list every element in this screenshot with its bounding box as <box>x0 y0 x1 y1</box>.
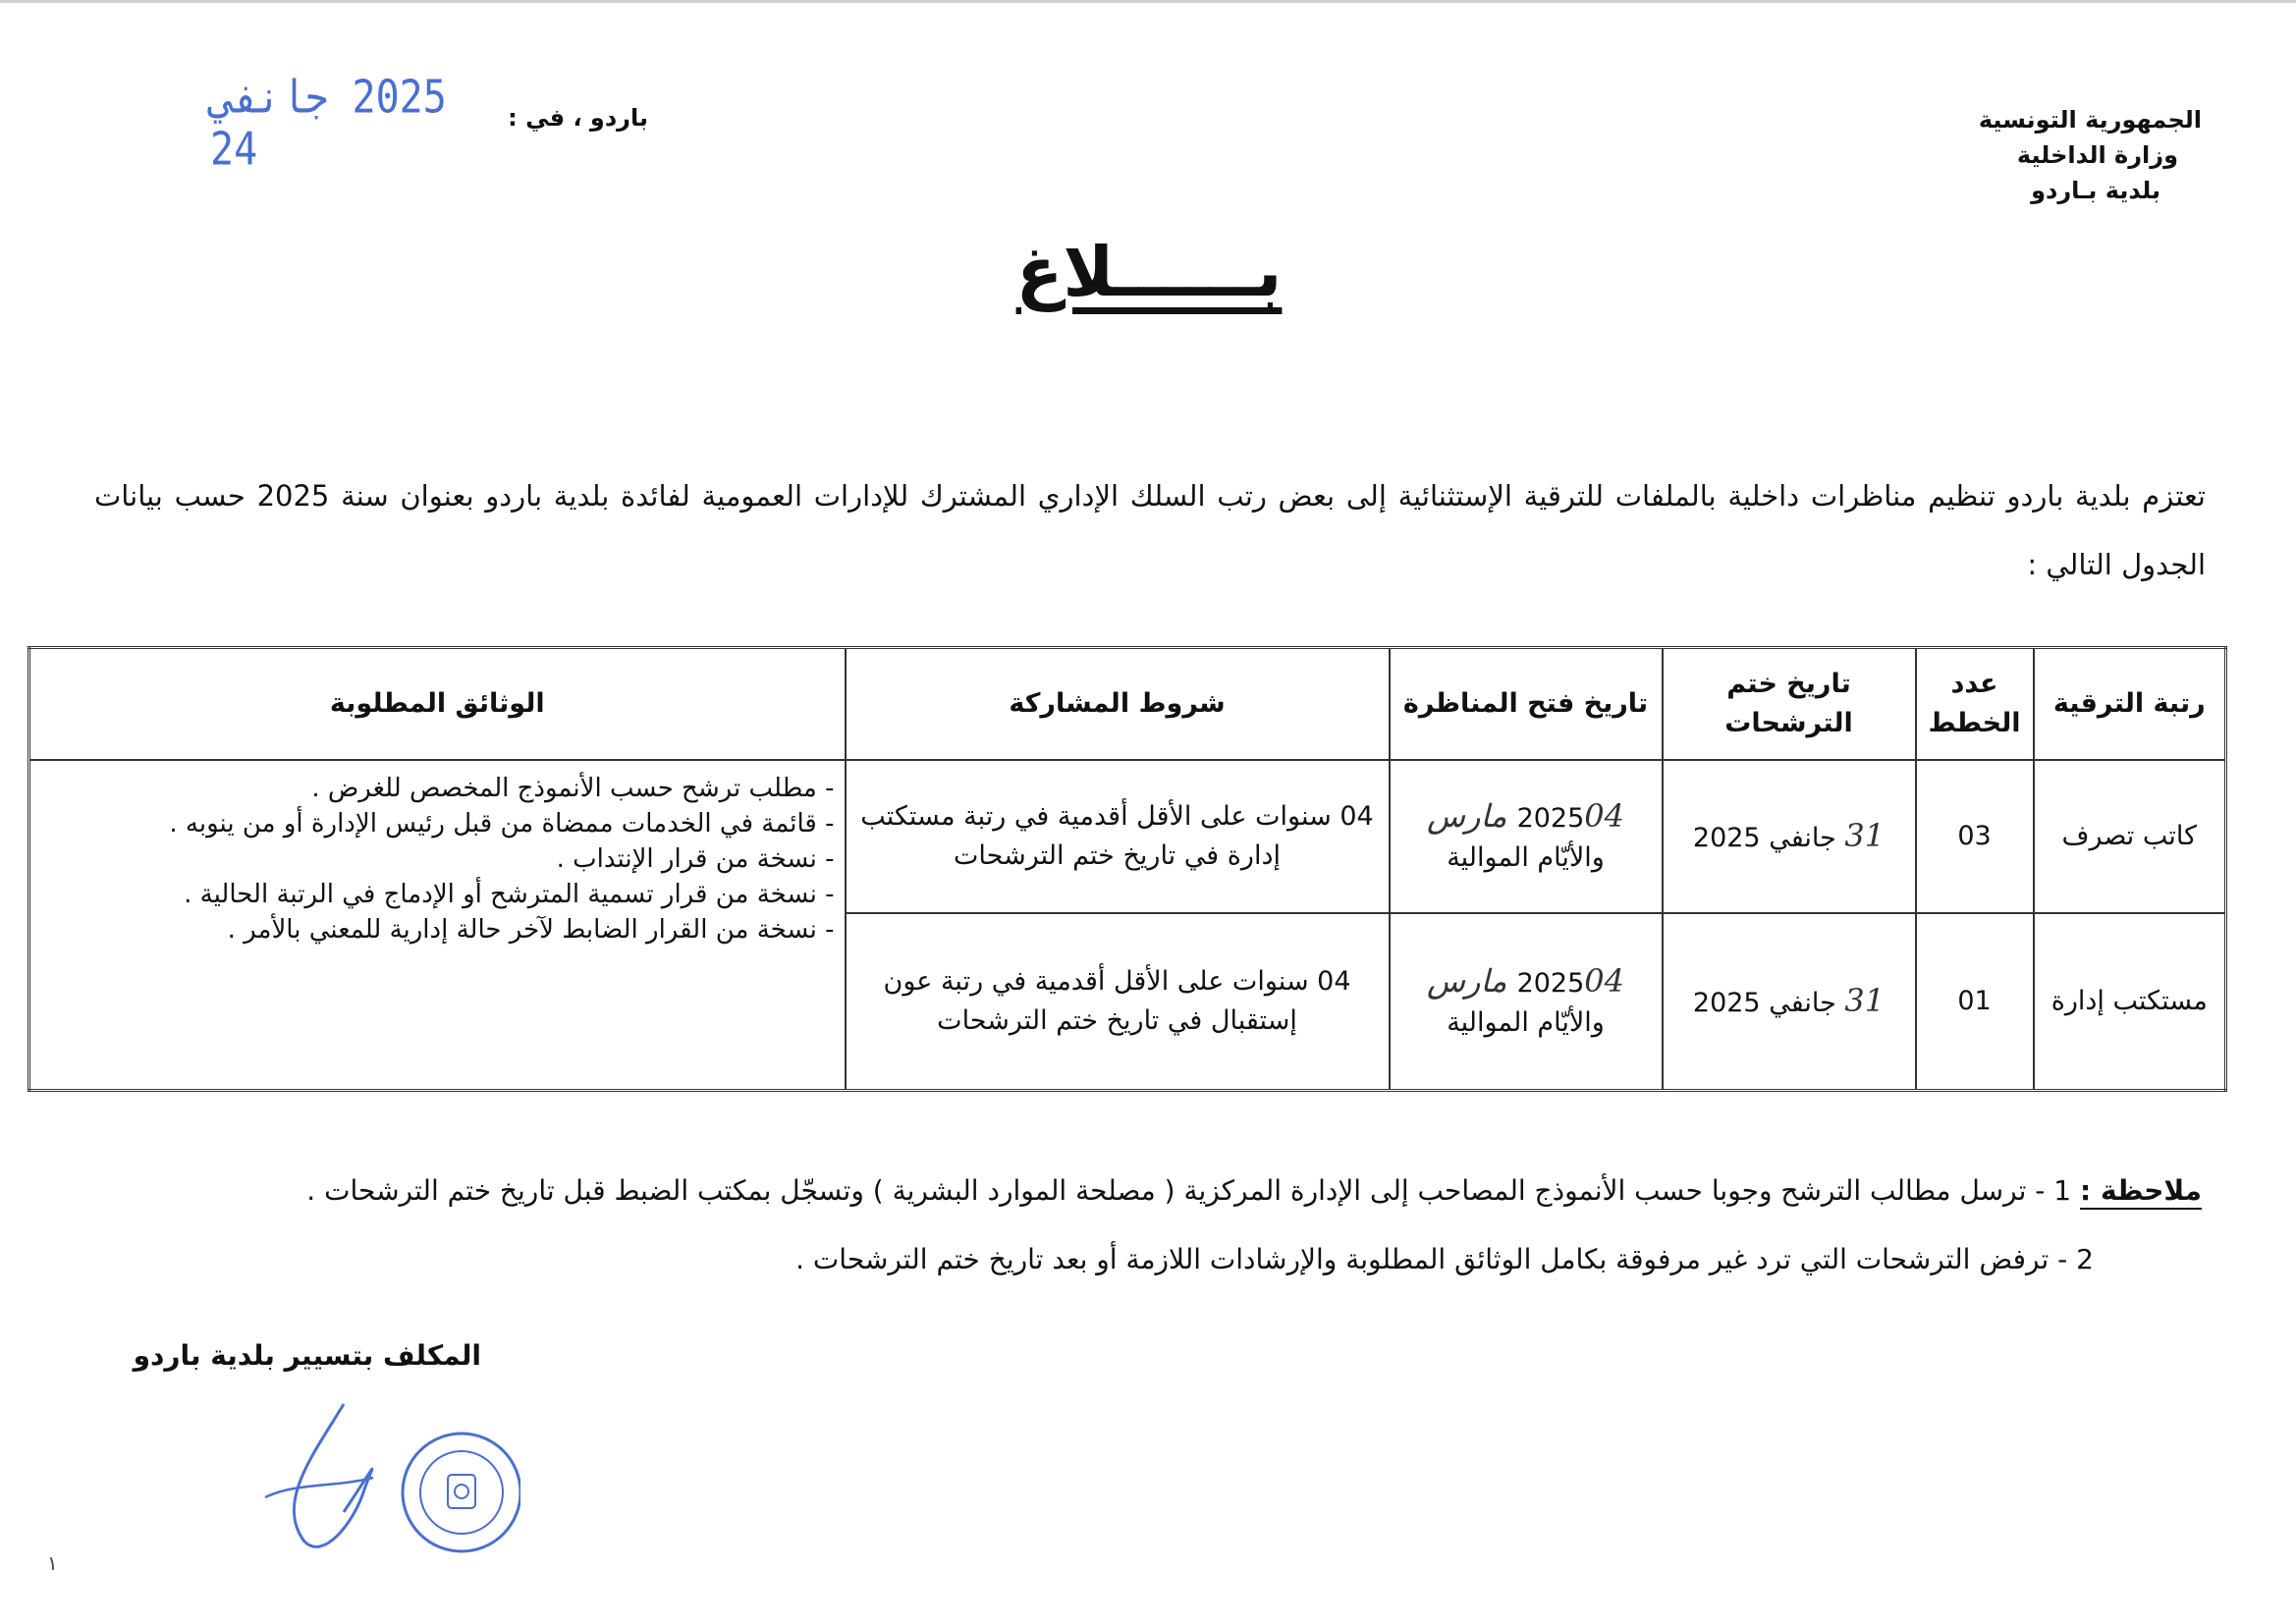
document-item: - نسخة من القرار الضابط لآخر حالة إدارية للمعني بالأمر . <box>227 915 835 945</box>
header-posts: عدد الخطط <box>1916 648 2034 761</box>
document-title: بــــــلاغ <box>1015 232 1283 312</box>
cell-grade: مستكتب إدارة <box>2034 913 2226 1090</box>
notes-label: ملاحظة : <box>2080 1174 2202 1207</box>
header-grade: رتبة الترقية <box>2034 648 2226 761</box>
cell-posts: 01 <box>1916 913 2034 1090</box>
handwritten-day: 31 <box>1844 816 1886 854</box>
header-conditions: شروط المشاركة <box>846 648 1390 761</box>
handwritten-day: 31 <box>1844 981 1886 1019</box>
document-item: - مطلب ترشح حسب الأنموذج المخصص للغرض . <box>311 774 835 803</box>
cell-close-date <box>1663 760 1916 913</box>
document-item: - قائمة في الخدمات ممضاة من قبل رئيس الإدارة أو من ينوبه . <box>169 809 835 839</box>
letterhead-ministry: وزارة الداخلية <box>2016 141 2178 169</box>
cell-close-date <box>1663 913 1916 1090</box>
letterhead-municipality: بلدية بـاردو <box>2031 177 2160 204</box>
promotion-table <box>27 646 2227 1092</box>
official-seal <box>403 1434 520 1551</box>
cell-open-date <box>1390 760 1663 913</box>
open-following-days: والأيّام الموالية <box>1447 1006 1605 1038</box>
close-month-year: جانفي 2025 <box>1692 822 1836 853</box>
document-item: - نسخة من قرار تسمية المترشح أو الإدماج في الرتبة الحالية . <box>184 880 835 909</box>
note-first <box>139 1157 2202 1225</box>
document-item: - نسخة من قرار الإنتداب . <box>556 844 835 874</box>
handwritten-open-date: 04 مارس <box>1426 961 1624 1000</box>
cell-conditions: 04 سنوات على الأقل أقدمية في رتبة مستكتب إدارة في تاريخ ختم الترشحات <box>846 760 1390 913</box>
header-close-date: تاريخ ختم الترشحات <box>1663 648 1916 761</box>
note-second <box>139 1225 2202 1294</box>
stamp-signature <box>147 1394 520 1581</box>
corner-mark: ١ <box>47 1551 58 1575</box>
notes-section <box>139 1157 2202 1294</box>
intro-paragraph: تعتزم بلدية باردو تنظيم مناظرات داخلية بالملفات للترقية الإستثنائية إلى بعض رتب السلك الإداري المشترك للإدارات العمومية لفائدة بلدية باردو بعنوان سنة 2025 حسب بيانات الجدول التالي : <box>94 479 2207 581</box>
letterhead <box>1829 102 2202 208</box>
note-item: 1 - ترسل مطالب الترشح وجوبا حسب الأنموذج المصاحب إلى الإدارة المركزية ( مصلحة الموارد البشرية ) وتسجّل بمكتب الضبط قبل تاريخ ختم الترشحات . <box>306 1174 2072 1207</box>
cell-posts: 03 <box>1916 760 2034 913</box>
open-year: 2025 <box>1516 967 1585 999</box>
cell-documents <box>29 760 846 1091</box>
signatory-title: المكلف بتسيير بلدية باردو <box>133 1339 481 1372</box>
header-open-date: تاريخ فتح المناظرة <box>1390 648 1663 761</box>
handwritten-open-date: 04 مارس <box>1426 796 1624 835</box>
open-following-days: والأيّام الموالية <box>1447 841 1605 873</box>
cell-grade: كاتب تصرف <box>2034 760 2226 913</box>
cell-open-date <box>1390 913 1663 1090</box>
header-documents: الوثائق المطلوبة <box>29 648 846 761</box>
handwritten-signature <box>265 1404 373 1546</box>
letterhead-republic: الجمهورية التونسية <box>1978 106 2202 134</box>
note-item: 2 - ترفض الترشحات التي ترد غير مرفوقة بكامل الوثائق المطلوبة والإرشادات اللازمة أو بعد تاريخ ختم الترشحات . <box>795 1243 2094 1275</box>
date-stamp: 2025 جانفي 24 <box>210 72 447 176</box>
table-row <box>29 760 2226 913</box>
open-year: 2025 <box>1516 802 1585 834</box>
table-header-row <box>29 648 2226 761</box>
place-date-label: باردو ، في : <box>508 104 648 132</box>
close-month-year: جانفي 2025 <box>1692 987 1836 1018</box>
page-top-border <box>0 0 2296 3</box>
cell-conditions: 04 سنوات على الأقل أقدمية في رتبة عون إستقبال في تاريخ ختم الترشحات <box>846 913 1390 1090</box>
